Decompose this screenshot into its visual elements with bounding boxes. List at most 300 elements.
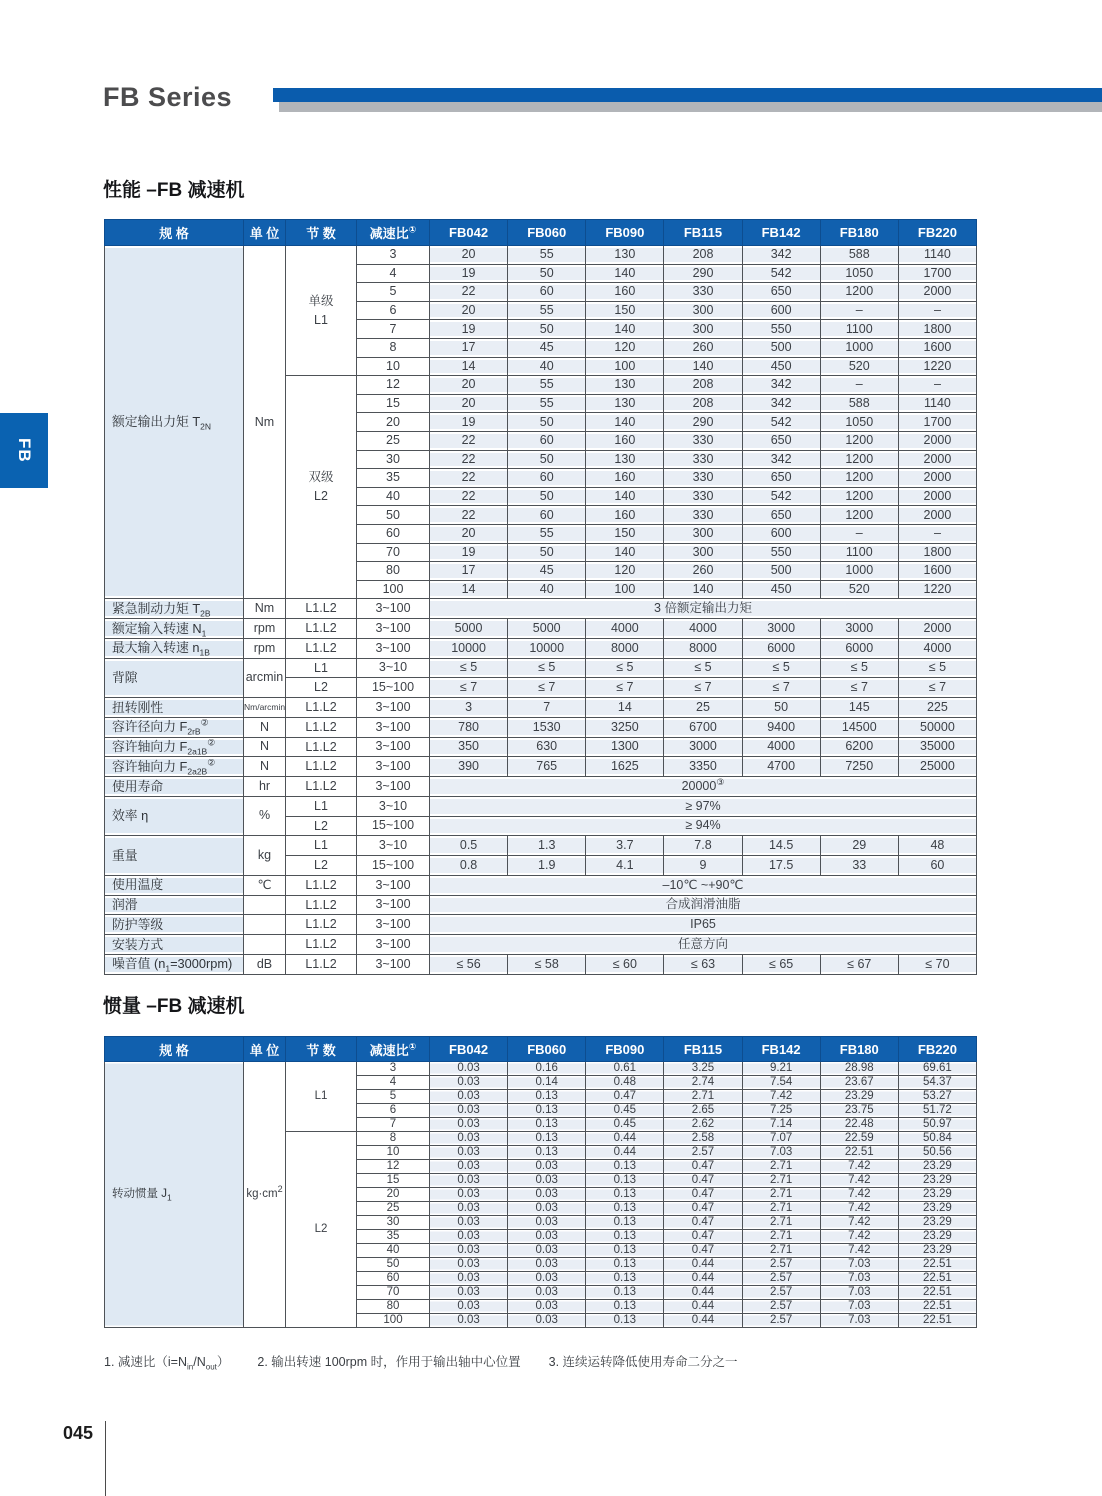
col-header-model: FB115 [664, 220, 742, 246]
value-cell: – [820, 376, 898, 395]
value-cell: 0.13 [586, 1174, 664, 1188]
unit-cell: Nm [244, 246, 286, 599]
table-row [105, 796, 977, 816]
stage-cell: L2 [286, 1132, 357, 1328]
value-cell: 1220 [898, 580, 976, 599]
inertia-heading: 惯量 –FB 减速机 [103, 996, 245, 1017]
value-cell: 7.03 [820, 1258, 898, 1272]
value-cell: 60 [508, 431, 586, 450]
value-cell: 0.03 [430, 1076, 508, 1090]
value-cell: 140 [586, 264, 664, 283]
ratio-cell: 12 [357, 376, 430, 395]
value-cell: 0.03 [508, 1286, 586, 1300]
value-cell: 60 [508, 283, 586, 302]
value-cell: 45 [508, 562, 586, 581]
value-cell: 0.03 [430, 1090, 508, 1104]
value-cell: 1530 [508, 717, 586, 737]
value-cell: 0.03 [430, 1300, 508, 1314]
value-cell: 330 [664, 469, 742, 488]
row-label: 背隙 [105, 658, 244, 698]
value-cell: 650 [742, 283, 820, 302]
value-cell: 0.8 [430, 856, 508, 876]
value-cell: 500 [742, 338, 820, 357]
value-cell: 6000 [742, 638, 820, 658]
unit-cell: N [244, 757, 286, 777]
value-cell: 1200 [820, 487, 898, 506]
value-cell: 1700 [898, 264, 976, 283]
ratio-cell: 25 [357, 1202, 430, 1216]
value-cell: 300 [664, 320, 742, 339]
stage-cell: L1.L2 [286, 954, 357, 974]
ratio-cell: 15 [357, 394, 430, 413]
ratio-cell: 50 [357, 506, 430, 525]
value-cell: 3.25 [664, 1062, 742, 1076]
value-cell: 7.42 [820, 1188, 898, 1202]
value-cell: 0.13 [508, 1118, 586, 1132]
row-label: 防护等级 [105, 915, 244, 935]
table-row [105, 836, 977, 856]
ratio-cell: 3~10 [357, 796, 430, 816]
ratio-cell: 3~100 [357, 599, 430, 619]
value-cell: 130 [586, 450, 664, 469]
value-cell: 1625 [586, 757, 664, 777]
value-cell: 130 [586, 246, 664, 265]
stage-cell: L1.L2 [286, 935, 357, 955]
value-cell: 0.03 [430, 1202, 508, 1216]
value-cell: 330 [664, 506, 742, 525]
value-cell: 1140 [898, 246, 976, 265]
value-cell: 0.47 [664, 1216, 742, 1230]
value-cell: 20 [430, 246, 508, 265]
value-cell: 342 [742, 376, 820, 395]
value-cell: 2.65 [664, 1104, 742, 1118]
value-cell: 542 [742, 264, 820, 283]
ratio-cell: 3~100 [357, 717, 430, 737]
value-cell: 0.03 [508, 1314, 586, 1328]
value-cell: 6000 [820, 638, 898, 658]
value-cell: 0.03 [430, 1174, 508, 1188]
value-cell: 17 [430, 338, 508, 357]
col-header-stages: 节 数 [286, 220, 357, 246]
row-label: 润滑 [105, 895, 244, 915]
header-row [105, 220, 977, 246]
ratio-cell: 35 [357, 469, 430, 488]
header-row [105, 1037, 977, 1062]
value-cell: 50 [508, 413, 586, 432]
value-cell: 7.42 [820, 1202, 898, 1216]
value-cell: 0.47 [664, 1160, 742, 1174]
value-cell: 7.03 [820, 1272, 898, 1286]
value-cell: 25000 [898, 757, 976, 777]
value-cell: 1000 [820, 562, 898, 581]
value-cell: 542 [742, 413, 820, 432]
value-cell: 53.27 [898, 1090, 976, 1104]
value-cell: 22 [430, 431, 508, 450]
value-cell: 3000 [742, 619, 820, 639]
row-label: 容许径向力 $F_{2rB}^②$ [105, 717, 244, 737]
ratio-cell: 25 [357, 431, 430, 450]
value-cell: 0.03 [430, 1314, 508, 1328]
value-cell: 4000 [898, 638, 976, 658]
col-header-unit: 单 位 [244, 220, 286, 246]
ratio-cell: 3~100 [357, 619, 430, 639]
ratio-cell: 3~100 [357, 737, 430, 757]
ratio-cell: 15~100 [357, 856, 430, 876]
ratio-cell: 8 [357, 1132, 430, 1146]
value-cell: 130 [586, 376, 664, 395]
value-cell: 2.71 [742, 1174, 820, 1188]
value-cell: 0.45 [586, 1104, 664, 1118]
value-cell: 2000 [898, 487, 976, 506]
unit-cell [244, 935, 286, 955]
value-cell: 7.42 [820, 1174, 898, 1188]
value-cell: 55 [508, 394, 586, 413]
value-cell: 9.21 [742, 1062, 820, 1076]
row-label: 紧急制动力矩 $T_{2B}$ [105, 599, 244, 619]
stage-cell: L1.L2 [286, 895, 357, 915]
value-cell: 0.03 [430, 1258, 508, 1272]
value-cell: ≤ 7 [430, 678, 508, 698]
value-cell: 22 [430, 487, 508, 506]
value-cell: 120 [586, 562, 664, 581]
value-cell: 50000 [898, 717, 976, 737]
value-cell: 450 [742, 357, 820, 376]
stage-cell: L1 [286, 836, 357, 856]
value-cell: 23.29 [820, 1090, 898, 1104]
value-cell: 1200 [820, 469, 898, 488]
value-cell: 2.57 [742, 1258, 820, 1272]
value-cell: 22.59 [820, 1132, 898, 1146]
span-value-cell: ≥ 97% [430, 796, 977, 816]
value-cell: 22 [430, 469, 508, 488]
value-cell: 19 [430, 413, 508, 432]
value-cell: 7.03 [742, 1146, 820, 1160]
value-cell: 390 [430, 757, 508, 777]
value-cell: 69.61 [898, 1062, 976, 1076]
value-cell: 3000 [820, 619, 898, 639]
value-cell: 0.44 [586, 1146, 664, 1160]
value-cell: 0.14 [508, 1076, 586, 1090]
value-cell: 22.51 [898, 1286, 976, 1300]
value-cell: 1100 [820, 320, 898, 339]
value-cell: 208 [664, 246, 742, 265]
value-cell: 51.72 [898, 1104, 976, 1118]
table-row [105, 935, 977, 955]
value-cell: ≤ 60 [586, 954, 664, 974]
ratio-cell: 3~100 [357, 777, 430, 797]
table-row [105, 737, 977, 757]
table-row [105, 777, 977, 797]
title-bar-blue [273, 88, 1102, 102]
value-cell: 0.03 [430, 1062, 508, 1076]
stage-cell: L1.L2 [286, 875, 357, 895]
ratio-cell: 40 [357, 487, 430, 506]
stage-cell: L1.L2 [286, 915, 357, 935]
stage-cell: L1.L2 [286, 599, 357, 619]
value-cell: 140 [664, 580, 742, 599]
value-cell: 0.45 [586, 1118, 664, 1132]
value-cell: ≤ 5 [586, 658, 664, 678]
ratio-cell: 3~100 [357, 954, 430, 974]
col-header-model: FB115 [664, 1037, 742, 1062]
table-row [105, 757, 977, 777]
value-cell: 0.13 [586, 1216, 664, 1230]
col-header-model: FB042 [430, 220, 508, 246]
value-cell: 342 [742, 246, 820, 265]
value-cell: 7.42 [742, 1090, 820, 1104]
value-cell: 3350 [664, 757, 742, 777]
table-row [105, 895, 977, 915]
ratio-cell: 7 [357, 1118, 430, 1132]
value-cell: ≤ 5 [508, 658, 586, 678]
value-cell: 22.51 [898, 1258, 976, 1272]
value-cell: 7.03 [820, 1314, 898, 1328]
value-cell: 60 [508, 506, 586, 525]
value-cell: 2.62 [664, 1118, 742, 1132]
value-cell: 342 [742, 450, 820, 469]
value-cell: 0.44 [664, 1314, 742, 1328]
value-cell: 300 [664, 543, 742, 562]
value-cell: 1600 [898, 562, 976, 581]
value-cell: 23.29 [898, 1174, 976, 1188]
value-cell: – [820, 301, 898, 320]
unit-cell: ℃ [244, 875, 286, 895]
unit-cell: kg [244, 836, 286, 876]
value-cell: 0.47 [664, 1202, 742, 1216]
value-cell: ≤ 7 [898, 678, 976, 698]
value-cell: 1140 [898, 394, 976, 413]
value-cell: 0.13 [586, 1188, 664, 1202]
value-cell: 0.03 [508, 1188, 586, 1202]
value-cell: – [898, 524, 976, 543]
value-cell: 55 [508, 524, 586, 543]
stage-cell: L1.L2 [286, 757, 357, 777]
value-cell: 1200 [820, 431, 898, 450]
ratio-cell: 20 [357, 1188, 430, 1202]
stage-cell: L2 [286, 856, 357, 876]
value-cell: 8000 [664, 638, 742, 658]
value-cell: 100 [586, 357, 664, 376]
col-header-model: FB042 [430, 1037, 508, 1062]
value-cell: 130 [586, 394, 664, 413]
ratio-cell: 4 [357, 264, 430, 283]
col-header-model: FB060 [508, 1037, 586, 1062]
stage-cell: L1 [286, 796, 357, 816]
value-cell: 7.54 [742, 1076, 820, 1090]
value-cell: 550 [742, 320, 820, 339]
value-cell: 1800 [898, 543, 976, 562]
value-cell: – [820, 524, 898, 543]
value-cell: 0.03 [508, 1160, 586, 1174]
value-cell: 150 [586, 301, 664, 320]
value-cell: 7.42 [820, 1216, 898, 1230]
unit-cell: rpm [244, 619, 286, 639]
value-cell: 450 [742, 580, 820, 599]
value-cell: 500 [742, 562, 820, 581]
value-cell: 7.8 [664, 836, 742, 856]
value-cell: 330 [664, 450, 742, 469]
value-cell: 290 [664, 413, 742, 432]
value-cell: 0.61 [586, 1062, 664, 1076]
value-cell: 60 [508, 469, 586, 488]
value-cell: 140 [664, 357, 742, 376]
value-cell: 48 [898, 836, 976, 856]
ratio-cell: 3~100 [357, 875, 430, 895]
page-number: 045 [63, 1423, 94, 1443]
value-cell: 1.9 [508, 856, 586, 876]
stage-cell: L1.L2 [286, 737, 357, 757]
ratio-cell: 30 [357, 450, 430, 469]
value-cell: 0.13 [586, 1202, 664, 1216]
value-cell: 1050 [820, 264, 898, 283]
value-cell: 330 [664, 487, 742, 506]
ratio-cell: 3~100 [357, 757, 430, 777]
value-cell: 0.44 [664, 1272, 742, 1286]
value-cell: – [898, 301, 976, 320]
unit-cell: $kg\cdot cm^2$ [244, 1062, 286, 1328]
value-cell: 14 [430, 580, 508, 599]
value-cell: 2.71 [742, 1216, 820, 1230]
unit-cell [244, 915, 286, 935]
value-cell: 0.47 [664, 1188, 742, 1202]
value-cell: 55 [508, 246, 586, 265]
value-cell: 550 [742, 543, 820, 562]
value-cell: 3000 [664, 737, 742, 757]
value-cell: 35000 [898, 737, 976, 757]
value-cell: 0.03 [430, 1160, 508, 1174]
side-tab-fb: FB [0, 413, 48, 488]
ratio-cell: 100 [357, 580, 430, 599]
table-row [105, 1062, 977, 1076]
value-cell: 7.25 [742, 1104, 820, 1118]
value-cell: ≤ 7 [820, 678, 898, 698]
col-header-model: FB060 [508, 220, 586, 246]
value-cell: 520 [820, 580, 898, 599]
value-cell: ≤ 7 [664, 678, 742, 698]
value-cell: 23.29 [898, 1244, 976, 1258]
value-cell: 50.97 [898, 1118, 976, 1132]
table-row [105, 875, 977, 895]
value-cell: 0.03 [430, 1146, 508, 1160]
value-cell: 10000 [508, 638, 586, 658]
value-cell: 588 [820, 394, 898, 413]
value-cell: 22.51 [898, 1314, 976, 1328]
value-cell: 2.58 [664, 1132, 742, 1146]
span-value-cell: 合成润滑油脂 [430, 895, 977, 915]
ratio-cell: 3~100 [357, 915, 430, 935]
value-cell: 290 [664, 264, 742, 283]
value-cell: 20 [430, 524, 508, 543]
ratio-cell: 4 [357, 1076, 430, 1090]
row-label: 安装方式 [105, 935, 244, 955]
value-cell: 3250 [586, 717, 664, 737]
ratio-cell: 3~10 [357, 658, 430, 678]
value-cell: 0.03 [508, 1216, 586, 1230]
stage-cell: L2 [286, 816, 357, 836]
ratio-cell: 3~100 [357, 698, 430, 718]
value-cell: – [898, 376, 976, 395]
value-cell: 100 [586, 580, 664, 599]
ratio-cell: 15~100 [357, 678, 430, 698]
value-cell: 0.13 [586, 1230, 664, 1244]
value-cell: 0.03 [508, 1272, 586, 1286]
value-cell: 140 [586, 487, 664, 506]
value-cell: 2000 [898, 469, 976, 488]
col-header-ratio: 减速比① [357, 220, 430, 246]
value-cell: 0.47 [586, 1090, 664, 1104]
value-cell: 260 [664, 562, 742, 581]
value-cell: 7.42 [820, 1230, 898, 1244]
value-cell: 4000 [586, 619, 664, 639]
row-label: 容许轴向力 $F_{2a2B}^②$ [105, 757, 244, 777]
ratio-cell: 12 [357, 1160, 430, 1174]
value-cell: 588 [820, 246, 898, 265]
value-cell: 1300 [586, 737, 664, 757]
value-cell: 0.47 [664, 1230, 742, 1244]
ratio-cell: 10 [357, 1146, 430, 1160]
value-cell: ≤ 58 [508, 954, 586, 974]
value-cell: 0.03 [508, 1300, 586, 1314]
value-cell: 22.51 [820, 1146, 898, 1160]
value-cell: ≤ 7 [508, 678, 586, 698]
value-cell: 50 [508, 320, 586, 339]
value-cell: 7.14 [742, 1118, 820, 1132]
table-row [105, 698, 977, 718]
value-cell: 10000 [430, 638, 508, 658]
value-cell: ≤ 70 [898, 954, 976, 974]
value-cell: 0.03 [508, 1230, 586, 1244]
value-cell: 0.44 [664, 1258, 742, 1272]
value-cell: 0.03 [430, 1118, 508, 1132]
value-cell: 0.03 [430, 1272, 508, 1286]
table-row [105, 658, 977, 678]
value-cell: 0.03 [430, 1104, 508, 1118]
value-cell: 19 [430, 264, 508, 283]
ratio-cell: 6 [357, 1104, 430, 1118]
value-cell: ≤ 5 [430, 658, 508, 678]
ratio-cell: 10 [357, 357, 430, 376]
ratio-cell: 3~10 [357, 836, 430, 856]
value-cell: 650 [742, 469, 820, 488]
stage-cell: L2 [286, 678, 357, 698]
stage-cell: L1 [286, 1062, 357, 1132]
value-cell: 2.71 [742, 1160, 820, 1174]
value-cell: 0.03 [430, 1188, 508, 1202]
value-cell: 28.98 [820, 1062, 898, 1076]
ratio-cell: 8 [357, 338, 430, 357]
value-cell: 0.5 [430, 836, 508, 856]
ratio-cell: 70 [357, 1286, 430, 1300]
ratio-cell: 60 [357, 524, 430, 543]
value-cell: 542 [742, 487, 820, 506]
value-cell: 2000 [898, 450, 976, 469]
value-cell: ≤ 56 [430, 954, 508, 974]
table-row [105, 599, 977, 619]
ratio-cell: 100 [357, 1314, 430, 1328]
value-cell: 3 [430, 698, 508, 718]
value-cell: 0.03 [508, 1202, 586, 1216]
value-cell: 1700 [898, 413, 976, 432]
unit-cell: dB [244, 954, 286, 974]
value-cell: 2.74 [664, 1076, 742, 1090]
ratio-cell: 7 [357, 320, 430, 339]
value-cell: 4000 [742, 737, 820, 757]
value-cell: 140 [586, 320, 664, 339]
value-cell: 0.13 [586, 1272, 664, 1286]
ratio-cell: 3~100 [357, 895, 430, 915]
value-cell: 7.42 [820, 1244, 898, 1258]
value-cell: ≤ 65 [742, 954, 820, 974]
